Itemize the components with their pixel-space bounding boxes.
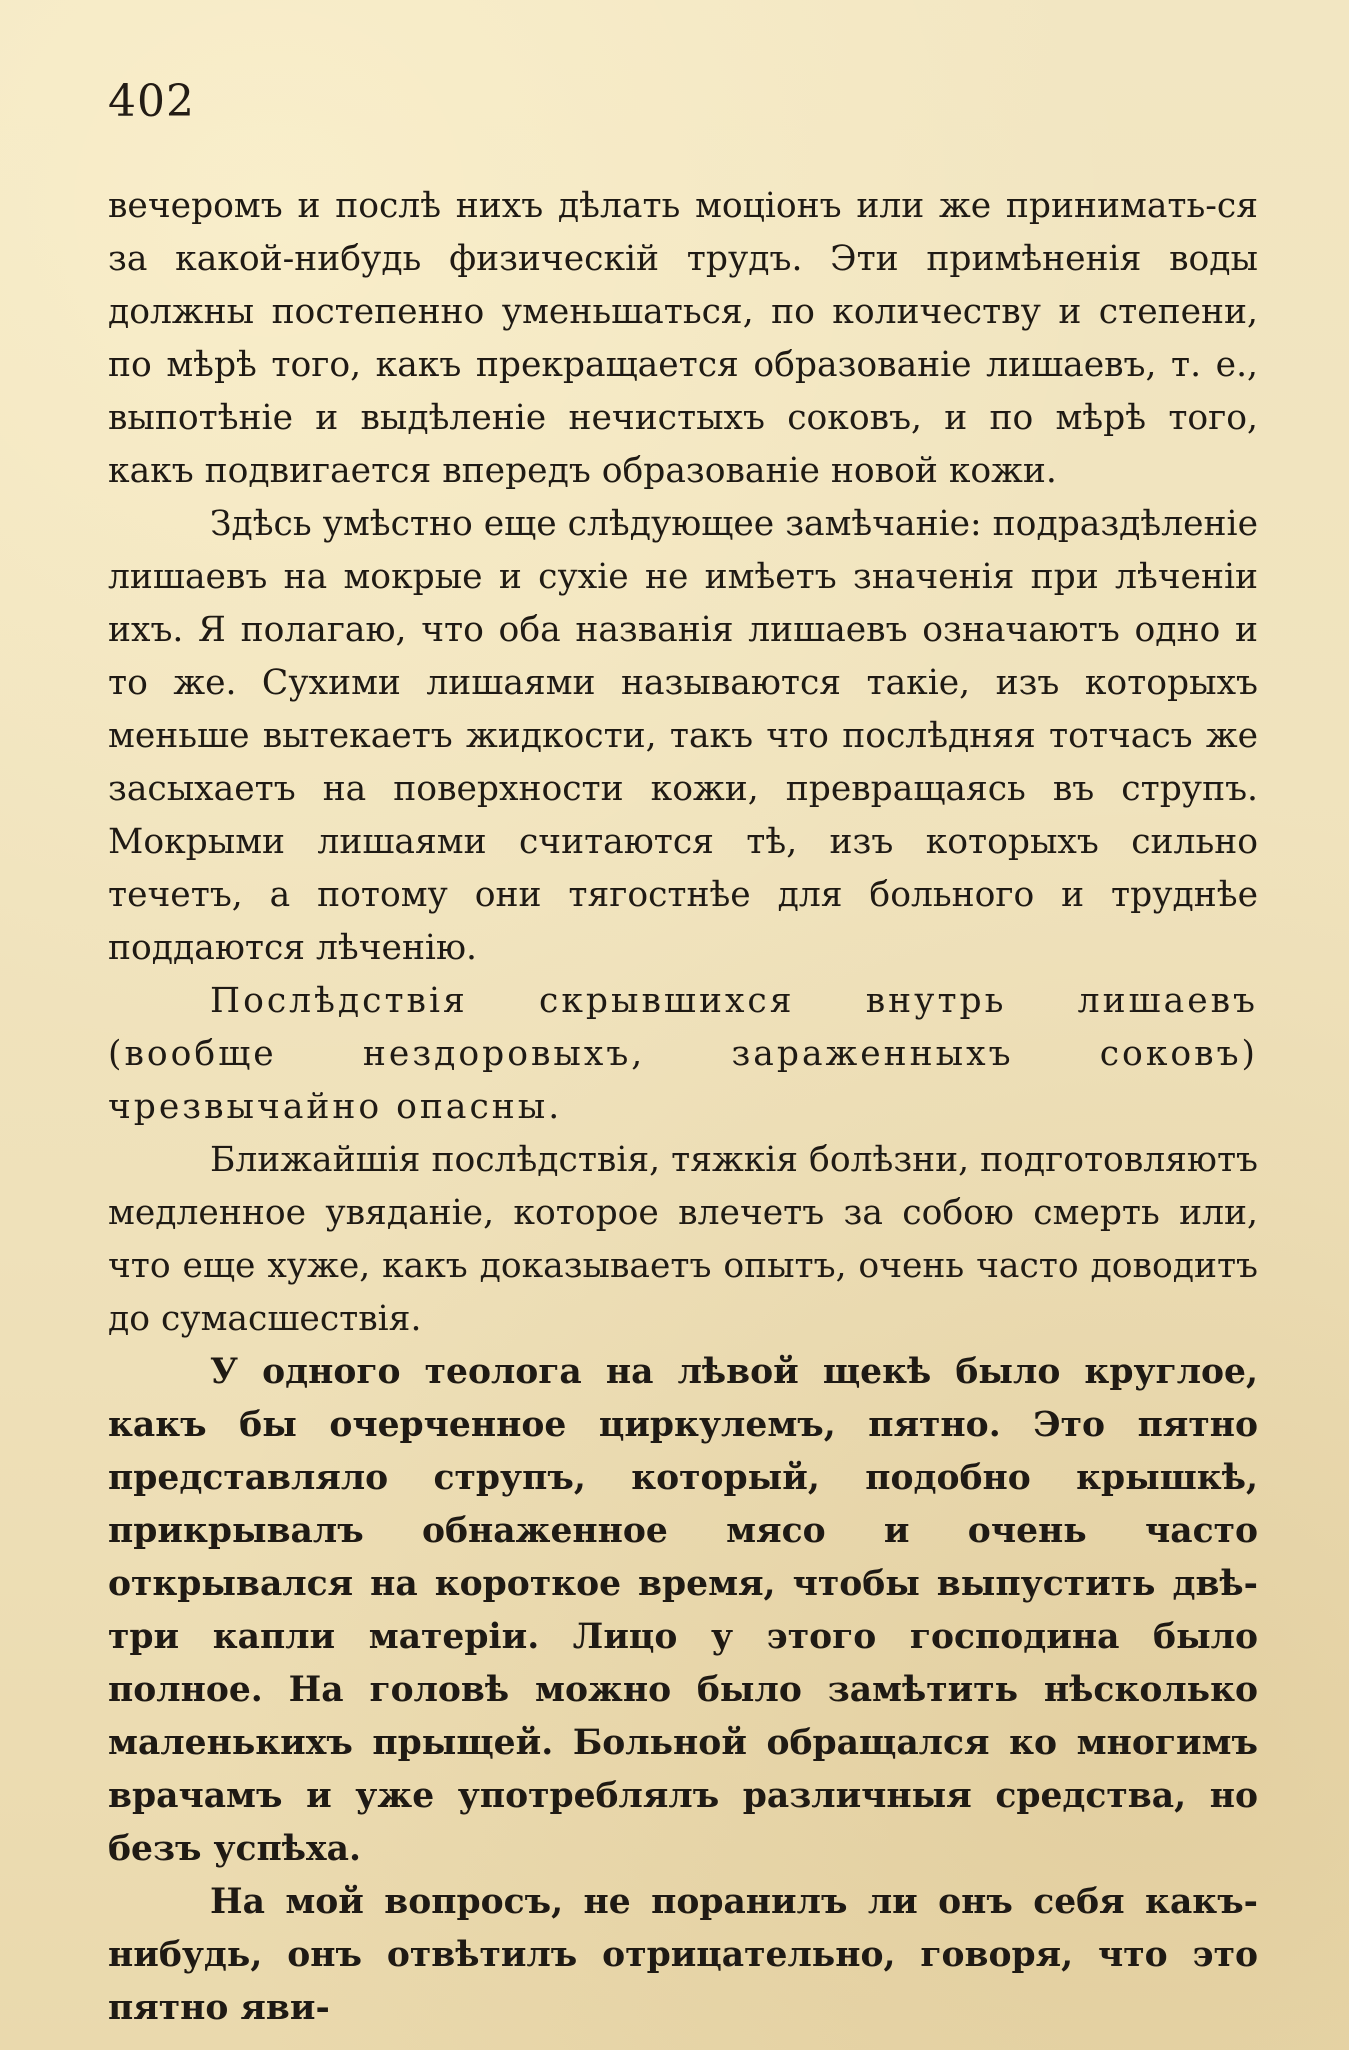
paragraph-4: Ближайшія послѣдствія, тяжкія болѣзни, подготовляютъ медленное увяданіе, которое влечетъ за собою смерть или, что еще хуже, какъ доказываетъ опытъ, очень часто доводитъ до сумасшествія. — [108, 1140, 1258, 1339]
page-number: 402 — [108, 76, 195, 127]
paragraph-6: На мой вопросъ, не поранилъ ли онъ себя какъ-нибудь, онъ отвѣтилъ отрицательно, говоря, что это пятно яви- — [108, 1882, 1258, 2028]
paragraph-2: Здѣсь умѣстно еще слѣдующее замѣчаніе: подраздѣленіе лишаевъ на мокрые и сухіе не имѣетъ значенія при лѣченіи ихъ. Я полагаю, что оба названія лишаевъ означаютъ одно и то же. Сухими лишаями называются такіе, изъ которыхъ меньше вытекаетъ жидкости, такъ что послѣдняя тотчасъ же засыхаетъ на поверхности кожи, превращаясь въ струпъ. Мокрыми лишаями считаются тѣ, изъ которыхъ сильно течетъ, а потому они тягостнѣе для больного и труднѣе поддаются лѣченію. — [108, 504, 1258, 968]
paragraph-3: Послѣдствія скрывшихся внутрь лишаевъ (вообще нездоровыхъ, зараженныхъ соковъ) чрезвычайно опасны. — [108, 981, 1258, 1127]
paragraph-1: вечеромъ и послѣ нихъ дѣлать моціонъ или же принимать-ся за какой-нибудь физическій трудъ. Эти примѣненія воды должны постепенно уменьшаться, по количеству и степени, по мѣрѣ того, какъ прекращается образованіе лишаевъ, т. е., выпотѣніе и выдѣленіе нечистыхъ соковъ, и по мѣрѣ того, какъ подвигается впередъ образованіе новой кожи. — [108, 186, 1258, 491]
paragraph-5: У одного теолога на лѣвой щекѣ было круглое, какъ бы очерченное циркулемъ, пятно. Это пятно представляло струпъ, который, подобно крышкѣ, прикрывалъ обнаженное мясо и очень часто открывался на короткое время, чтобы выпустить двѣ-три капли матеріи. Лицо у этого господина было полное. На головѣ можно было замѣтить нѣсколько маленькихъ прыщей. Больной обращался ко многимъ врачамъ и уже употреблялъ различныя средства, но безъ успѣха. — [108, 1352, 1258, 1869]
body-text — [108, 180, 1258, 2035]
